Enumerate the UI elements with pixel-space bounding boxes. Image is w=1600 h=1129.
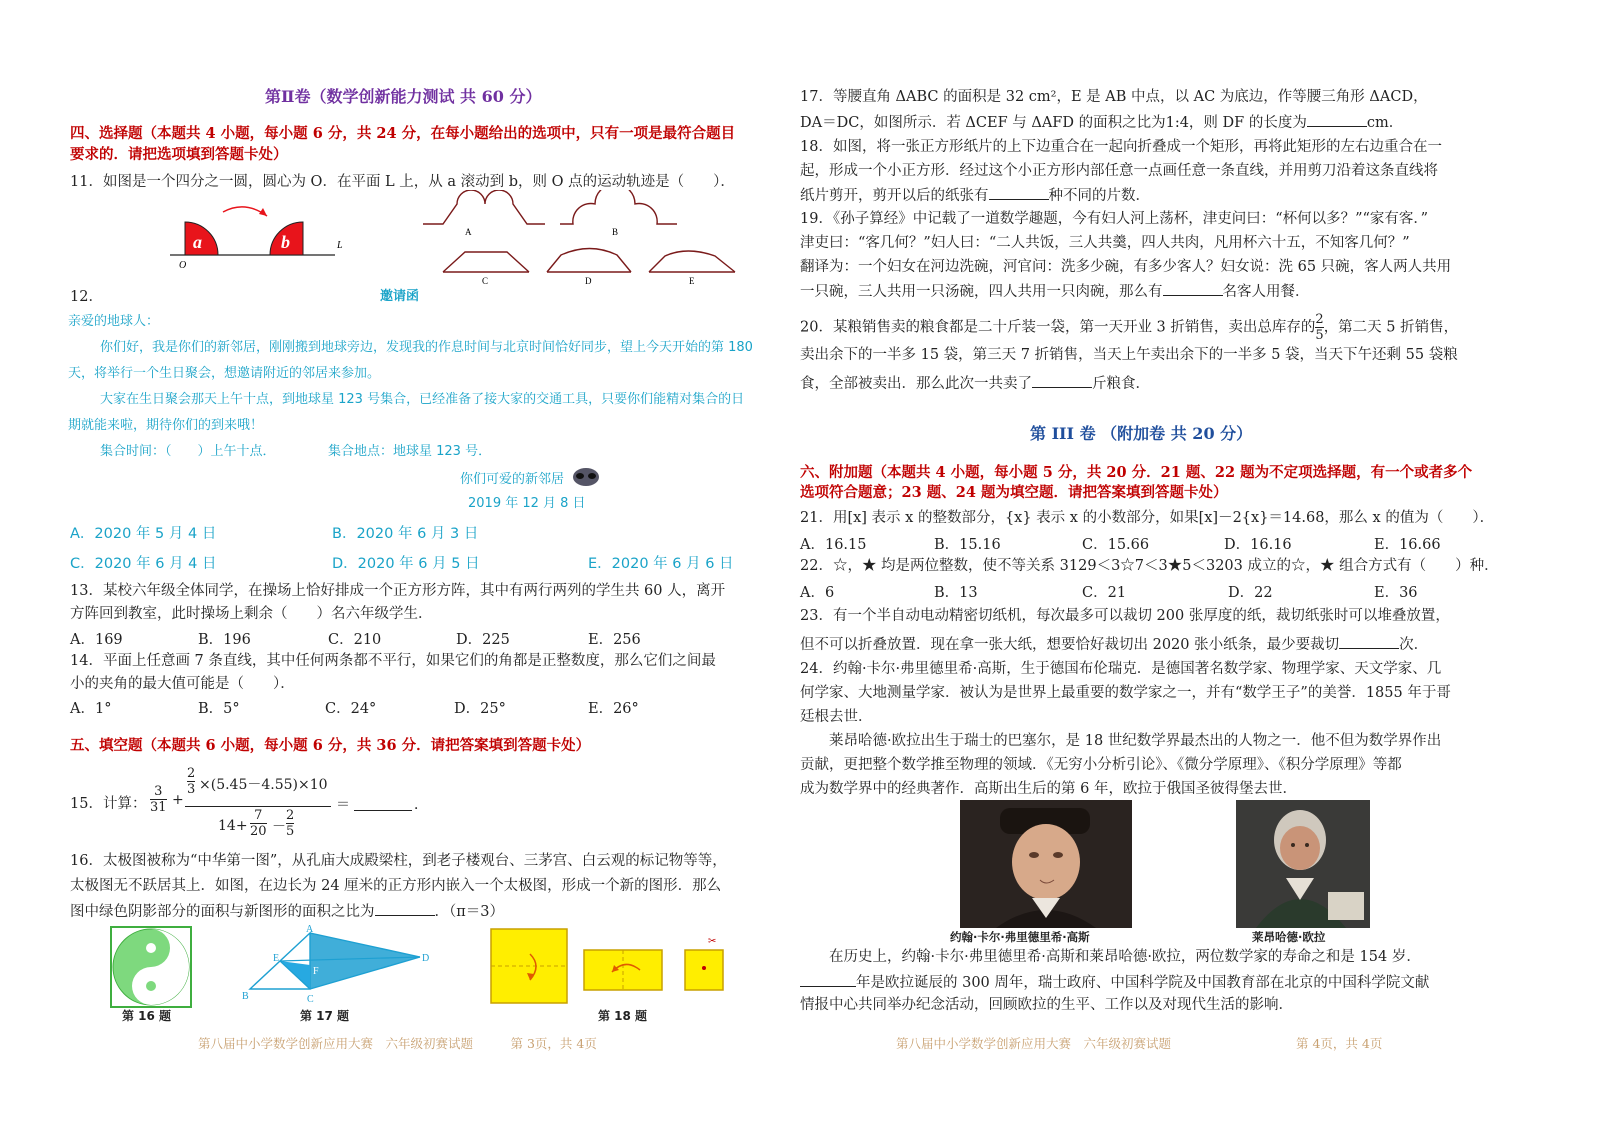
- q16-line2: 太极图无不跃居其上．如图，在边长为 24 厘米的正方形内嵌入一个太极图，形成一个新的图形．那么: [70, 878, 722, 894]
- q20-answer-blank[interactable]: [1032, 373, 1092, 388]
- sec5-title: 五、填空题（本题共 6 小题，每小题 6 分，共 36 分．请把答案填到答题卡处）: [70, 737, 591, 754]
- frac-5: 5: [286, 824, 295, 839]
- q19-line4: 一只碗，三人共用一只汤碗，四人共用一只肉碗，那么有 名客人用餐．: [800, 281, 1310, 302]
- caption-q18: 第 18 题: [598, 1009, 648, 1023]
- q16-line3: 图中绿色阴影部分的面积与新图形的面积之比为 ．（π＝3）: [70, 901, 504, 922]
- q19-line3: 翻译为：一个妇女在河边洗碗，河官问：洗多少碗，有多少客人？妇女说：洗 65 只碗，客人两人共用: [800, 259, 1452, 275]
- q18-line3: 纸片剪开，剪开以后的纸张有 种不同的片数．: [800, 185, 1150, 206]
- invite-place: 集合地点：地球星 123 号．: [328, 444, 492, 459]
- q24-line8: 年是欧拉诞辰的 300 周年，瑞士政府、中国科学院及中国教育部在北京的中国科学院文献: [800, 972, 1429, 993]
- option-c-label: C: [482, 276, 489, 286]
- invite-p2-line2: 期就能来啦，期待你们的到来哦！: [68, 418, 264, 433]
- fig17-C: C: [307, 994, 314, 1005]
- q15-label: 15．计算：: [70, 796, 147, 812]
- q19-line2: 津吏曰：“客几何？”妇人曰：“二人共饭，三人共羹，四人共肉，凡用杯六十五，不知客几何？”: [800, 235, 1410, 251]
- fig17-E: E: [273, 953, 280, 964]
- option-d-path: [547, 249, 631, 273]
- q17-line1: 17．等腰直角 ΔABC 的面积是 32 cm²，E 是 AB 中点，以 AC 为底边，作等腰三角形 ΔACD，: [800, 89, 1428, 105]
- sec6-title-line2: 选项符合题意；23 题、24 题为填空题．请把答案填到答题卡处）: [800, 484, 1228, 501]
- q23-line1: 23．有一个半自动电动精密切纸机，每次最多可以裁切 200 张厚度的纸，裁切纸张时可以堆叠放置，: [800, 608, 1450, 624]
- option-a-label: A: [465, 227, 472, 237]
- frac-2: 2: [187, 766, 196, 781]
- q13-line1: 13．某校六年级全体同学，在操场上恰好排成一个正方形方阵，其中有两行两列的学生共 60 人，离开: [70, 583, 726, 599]
- q21-option-c: C．15.66: [1082, 537, 1150, 553]
- option-a-path: [423, 190, 545, 224]
- q15-expression: [70, 764, 470, 852]
- q19-line1: 19．《孙子算经》中记载了一道数学趣题，今有妇人河上荡杯，津吏问曰：“杯何以多？”“家有客．”: [800, 211, 1429, 227]
- q14-option-a: A．1°: [70, 701, 112, 717]
- euler-portrait: [1236, 800, 1370, 928]
- q22-option-a: A．6: [800, 585, 835, 601]
- q13-line2: 方阵回到教室，此时操场上剩余（ ）名六年级学生．: [70, 606, 433, 622]
- sec6-title-line1: 六、附加题（本题共 4 小题，每小题 5 分，共 20 分．21 题、22 题为不定项选择题，有一个或者多个: [800, 464, 1473, 481]
- label-O: O: [179, 260, 187, 271]
- caption-euler: 莱昂哈德·欧拉: [1252, 930, 1326, 944]
- taiji-figure: [110, 926, 192, 1008]
- q14-option-c: C．24°: [325, 701, 377, 717]
- option-e-path: [649, 251, 735, 272]
- q24-answer-blank[interactable]: [800, 972, 856, 987]
- q20-line1: 20．某粮销售卖的粮食都是二十斤装一袋，第一天开业 3 折销售，卖出总库存的 $\frac{2}{5}$ ，第二天 5 折销售，: [800, 312, 1459, 343]
- main-numerator: [185, 764, 331, 807]
- option-b-path: [560, 190, 677, 224]
- q21-option-e: E．16.66: [1374, 537, 1441, 553]
- q24-line6: 成为数学界中的经典著作．高斯出生后的第 6 年，欧拉于俄国圣彼得堡去世．: [800, 781, 1297, 797]
- q12-option-d: D．2020 年 6 月 5 日: [332, 556, 480, 572]
- q12-option-c: C．2020 年 6 月 4 日: [70, 556, 217, 572]
- alien-icon: [570, 466, 602, 488]
- footer-left: 第八届中小学数学创新应用大赛 六年级初赛试题 第 3页，共 4页: [198, 1036, 597, 1051]
- q24-line3: 廷根去世．: [800, 709, 873, 725]
- q22-option-b: B．13: [934, 585, 978, 601]
- q16-line1: 16．太极图被称为“中华第一图”，从孔庙大成殿梁柱，到老子楼观台、三茅宫、白云观的标记物等等，: [70, 853, 727, 869]
- q18-line1: 18．如图，将一张正方形纸片的上下边重合在一起向折叠成一个矩形，再将此矩形的左右边重合在一: [800, 139, 1442, 155]
- label-L: L: [337, 240, 343, 251]
- q11-text: 11．如图是一个四分之一圆，圆心为 O．在平面 L 上，从 a 滚动到 b，则 O 点的运动轨迹是（ ）．: [70, 174, 735, 190]
- frac-20: 20: [250, 824, 267, 839]
- q14-option-b: B．5°: [198, 701, 240, 717]
- q24-line2: 何学家、大地测量学家．被认为是世界上最重要的数学家之一，并有“数学王子”的美誉．1855 年于哥: [800, 685, 1451, 701]
- invite-p1-line2: 天，将举行一个生日聚会，想邀请附近的邻居来参加。: [68, 366, 381, 381]
- q12-option-a: A．2020 年 5 月 4 日: [70, 526, 217, 542]
- label-b: b: [281, 232, 290, 252]
- plus-sign: +: [172, 792, 184, 808]
- invite-title: 邀请函: [380, 289, 420, 304]
- invite-signature: 你们可爱的新邻居: [460, 472, 565, 487]
- q12-option-b: B．2020 年 6 月 3 日: [332, 526, 479, 542]
- invite-greeting: 亲爱的地球人：: [68, 314, 160, 329]
- den-14: 14+: [218, 818, 248, 834]
- q21-option-d: D．16.16: [1224, 537, 1292, 553]
- q18-line2: 起，形成一个小正方形．经过这个小正方形内部任意一点画任意一条直线，并用剪刀沿着这条直线将: [800, 163, 1438, 179]
- sec4-title-line1: 四、选择题（本题共 4 小题，每小题 6 分，共 24 分，在每小题给出的选项中，只有一项是最符合题目: [70, 125, 736, 142]
- q22-option-c: C．21: [1082, 585, 1127, 601]
- q21-text: 21．用[x] 表示 x 的整数部分，{x} 表示 x 的小数部分，如果[x]－2{x}＝14.68，那么 x 的值为（ ）．: [800, 510, 1495, 526]
- q24-line7: 在历史上，约翰·卡尔·弗里德里希·高斯和莱昂哈德·欧拉，两位数学家的寿命之和是 154 岁．: [800, 949, 1421, 965]
- q13-option-e: E．256: [588, 632, 641, 648]
- fig17-A: A: [306, 925, 314, 935]
- q18-answer-blank[interactable]: [989, 185, 1049, 200]
- invite-p2-line1: 大家在生日聚会那天上午十点，到地球星 123 号集合，已经准备了接大家的交通工具，只要你们能精对集合的日: [100, 392, 745, 407]
- q22-option-d: D．22: [1228, 585, 1273, 601]
- frac-31: 31: [150, 800, 167, 815]
- q17-answer-blank[interactable]: [1307, 112, 1367, 127]
- frac-3b: 3: [187, 782, 196, 797]
- fig17-F: F: [313, 966, 319, 977]
- q13-option-c: C．210: [328, 632, 382, 648]
- fig17-D: D: [422, 953, 430, 964]
- q22-option-e: E．36: [1374, 585, 1418, 601]
- sec4-title-line2: 要求的．请把选项填到答题卡处）: [70, 146, 288, 163]
- footer-right: 第八届中小学数学创新应用大赛 六年级初赛试题 第 4页，共 4页: [896, 1036, 1383, 1051]
- q21-option-a: A．16.15: [800, 537, 867, 553]
- minus-sign: －: [272, 819, 286, 835]
- part2-title: 第Ⅱ卷（数学创新能力测试 共 60 分）: [265, 87, 542, 106]
- q20-frac-den: 5: [1315, 328, 1324, 343]
- q15-period: ．: [414, 797, 428, 813]
- caption-gauss: 约翰·卡尔·弗里德里希·高斯: [950, 930, 1090, 944]
- roll-arrow: [223, 207, 267, 216]
- q14-option-d: D．25°: [454, 701, 506, 717]
- q12-option-e: E．2020 年 6 月 6 日: [588, 556, 734, 572]
- q15-answer-blank[interactable]: [354, 796, 412, 811]
- invite-p1-line1: 你们好，我是你们的新邻居，刚刚搬到地球旁边，发现我的作息时间与北京时间恰好同步，望上今天开始的第 180: [100, 340, 753, 355]
- q13-option-b: B．196: [198, 632, 251, 648]
- q14-line1: 14．平面上任意画 7 条直线，其中任何两条都不平行，如果它们的角都是正整数度，那么它们之间最: [70, 653, 716, 669]
- frac-7: 7: [250, 808, 267, 824]
- option-b-label: B: [612, 227, 619, 237]
- option-c-path: [443, 252, 529, 272]
- q24-line4: 莱昂哈德·欧拉出生于瑞士的巴塞尔，是 18 世纪数学界最杰出的人物之一．他不但为数学界作出: [800, 733, 1442, 749]
- q20-line2: 卖出余下的一半多 15 袋，第三天 7 折销售，当天上午卖出余下的一半多 5 袋，当天下午还剩 55 袋粮: [800, 347, 1458, 363]
- q23-line2: 但不可以折叠放置．现在拿一张大纸，想要恰好裁切出 2020 张小纸条，最少要裁切 次．: [800, 634, 1428, 655]
- gauss-portrait: [960, 800, 1132, 928]
- fig17-B: B: [242, 991, 249, 1002]
- q24-line5: 贡献，更把整个数学推至物理的领域．《无穷小分析引论》、《微分学原理》、《积分学原理》等都: [800, 757, 1402, 773]
- q20-line3: 食，全部被卖出．那么此次一共卖了 斤粮食．: [800, 373, 1150, 394]
- q24-line9: 情报中心共同举办纪念活动，回顾欧拉的生平、工作以及对现代生活的影响．: [800, 997, 1293, 1013]
- q17-line2: DA＝DC，如图所示．若 ΔCEF 与 ΔAFD 的面积之比为1:4，则 DF 的长度为 cm．: [800, 112, 1403, 133]
- q13-option-a: A．169: [70, 632, 123, 648]
- frac-2b: 2: [286, 808, 295, 823]
- folding-figure: [490, 928, 740, 1006]
- q19-answer-blank[interactable]: [1163, 281, 1223, 296]
- q12-number: 12．: [70, 289, 103, 305]
- invite-time: 集合时间：（ ）上午十点．: [100, 444, 276, 459]
- scissors-icon: ✂: [708, 936, 717, 947]
- q14-option-e: E．26°: [588, 701, 639, 717]
- option-d-label: D: [585, 276, 592, 286]
- invite-date: 2019 年 12 月 8 日: [468, 496, 586, 511]
- triangle-figure: [240, 925, 430, 1005]
- part3-title: 第 III 卷 （附加卷 共 20 分）: [1030, 424, 1253, 443]
- equals-sign: ＝: [336, 797, 350, 813]
- q13-option-d: D．225: [456, 632, 510, 648]
- option-e-label: E: [689, 276, 695, 286]
- caption-q16: 第 16 题: [122, 1009, 172, 1023]
- caption-q17: 第 17 题: [300, 1009, 350, 1023]
- q23-answer-blank[interactable]: [1339, 634, 1399, 649]
- frac-3: 3: [150, 784, 167, 800]
- q21-option-b: B．15.16: [934, 537, 1001, 553]
- q22-text: 22．☆，★ 均是两位整数，使不等关系 3129＜3☆7＜3★5＜3203 成立的☆，★ 组合方式有（ ）种．: [800, 558, 1499, 574]
- numerator-rest: ×(5.45－4.55)×10: [199, 777, 328, 793]
- q20-frac-num: 2: [1315, 312, 1324, 327]
- q11-figure: [165, 190, 775, 300]
- q24-line1: 24．约翰·卡尔·弗里德里希·高斯，生于德国布伦瑞克．是德国著名数学家、物理学家、天文学家、几: [800, 661, 1442, 677]
- q16-answer-blank[interactable]: [375, 901, 435, 916]
- q14-line2: 小的夹角的最大值可能是（ ）．: [70, 676, 295, 692]
- label-a: a: [193, 232, 202, 252]
